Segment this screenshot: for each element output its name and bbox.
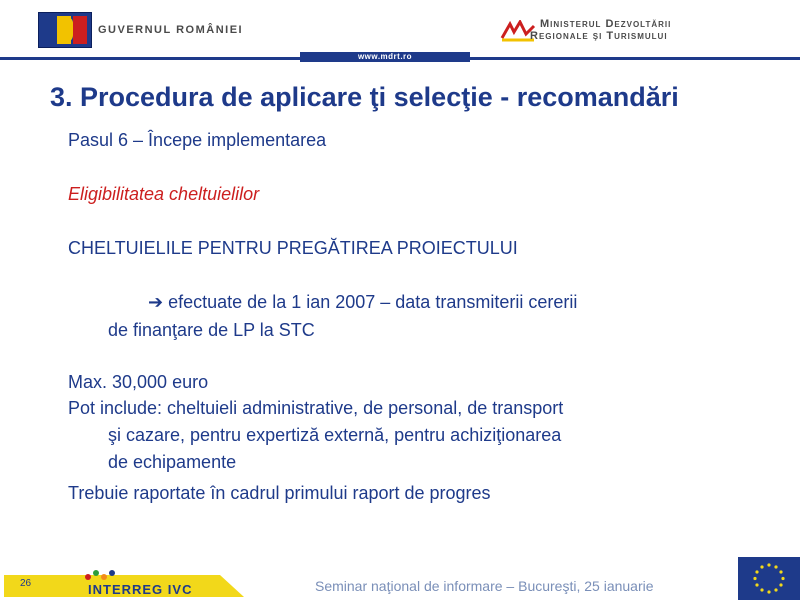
flag-blue-stripe: [41, 16, 55, 44]
bullet-text: efectuate de la 1 ian 2007 – data transmiterii cererii: [168, 292, 578, 312]
flag-red-stripe: [73, 16, 87, 44]
interreg-label: INTERREG IVC: [88, 582, 193, 597]
include-text-end: de echipamente: [108, 452, 237, 472]
website-url: www.mdrt.ro: [300, 52, 470, 62]
ministry-name-line1: Ministerul Dezvoltării: [540, 18, 672, 30]
footer-event-text: Seminar naţional de informare – Bucureşti, 25 ianuarie: [315, 578, 654, 594]
max-amount: Max. 30,000 euro: [68, 372, 209, 392]
arrow-icon: ➔: [148, 292, 164, 313]
eligibility-heading: Eligibilitatea cheltuielilor: [68, 184, 260, 204]
romania-government-logo: [38, 12, 92, 48]
eu-flag-icon: [738, 557, 800, 600]
section-heading: CHELTUIELILE PENTRU PREGĂTIREA PROIECTULUI: [68, 238, 518, 258]
government-name: GUVERNUL ROMÂNIEI: [98, 24, 244, 36]
include-text-continued: şi cazare, pentru expertiză externă, pentru achiziţionarea: [108, 425, 562, 445]
report-text: Trebuie raportate în cadrul primului raport de progres: [68, 483, 491, 503]
bullet-text-continued: de finanţare de LP la STC: [108, 320, 315, 340]
coat-of-arms-icon: [57, 17, 73, 43]
step-heading: Pasul 6 – Începe implementarea: [68, 130, 327, 150]
ministry-name-line2: Regionale şi Turismului: [530, 30, 668, 42]
include-text: Pot include: cheltuieli administrative, de personal, de transport: [68, 398, 564, 418]
slide-title: 3. Procedura de aplicare ţi selecţie - recomandări: [50, 82, 679, 112]
page-number: 26: [20, 578, 32, 589]
bullet-item: [148, 292, 577, 313]
